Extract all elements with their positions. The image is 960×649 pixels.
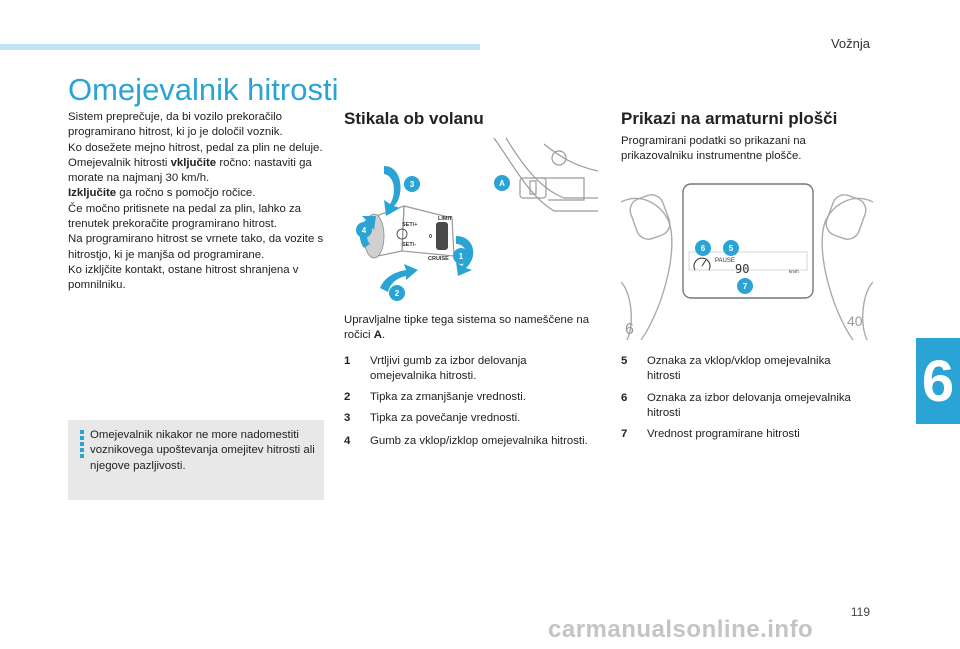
intro-p4: Izključite ga ročno s pomočjo ročice. (68, 187, 256, 200)
note-box (68, 420, 324, 500)
intro-p5: Če močno pritisnete na pedal za plin, lahko za trenutek prekoračite programirano hitrost. (68, 202, 302, 231)
svg-text:40: 40 (847, 313, 863, 329)
svg-text:CRUISE: CRUISE (428, 256, 449, 262)
svg-text:90: 90 (735, 262, 750, 276)
svg-text:SET/-: SET/- (402, 242, 417, 248)
dashboard-illustration (621, 182, 873, 340)
steering-caption: Upravljalne tipke tega sistema so nameščene na ročici A. (344, 314, 590, 342)
svg-text:2: 2 (394, 289, 400, 298)
svg-text:SET/+: SET/+ (402, 222, 418, 228)
legend-item: 3 Tipka za povečanje vrednosti. (344, 412, 521, 424)
svg-text:PAUSE: PAUSE (715, 258, 735, 264)
steering-lever-illustration (344, 136, 598, 306)
legend-item: 5 Oznaka za vklop/vklop omejevalnika hitrosti (621, 355, 831, 383)
chapter-tab: 6 (916, 338, 960, 424)
page-number: 119 (850, 605, 870, 619)
svg-text:5: 5 (728, 244, 734, 253)
legend-item: 2 Tipka za zmanjšanje vrednosti. (344, 391, 526, 403)
intro-p2: Ko dosežete mejno hitrost, pedal za plin ne deluje. (68, 141, 323, 154)
legend-item: 1 Vrtljivi gumb za izbor delovanja omejevalnika hitrosti. (344, 355, 527, 383)
svg-text:7: 7 (742, 282, 748, 291)
watermark: carmanualsonline.info (548, 616, 814, 643)
dashboard-legend (621, 354, 873, 454)
section-label: Vožnja (830, 36, 870, 51)
intro-p6: Na programirano hitrost se vrnete tako, da vozite s hitrostjo, ki je manjša od programirane. (68, 233, 324, 261)
top-accent-bar (0, 44, 480, 50)
intro-p7: Ko izkljčite kontakt, ostane hitrost shranjena v pomnilniku. (68, 263, 299, 292)
svg-text:km/h: km/h (789, 269, 799, 274)
info-icon (80, 430, 84, 460)
svg-text:LIMIT: LIMIT (438, 216, 453, 222)
svg-text:1: 1 (458, 252, 464, 261)
legend-item: 4 Gumb za vklop/izklop omejevalnika hitrosti. (344, 435, 588, 447)
svg-text:3: 3 (409, 180, 415, 189)
page-title: Omejevalnik hitrosti (68, 72, 339, 107)
intro-p1: Sistem preprečuje, da bi vozilo prekoračilo programirano hitrost, ki jo je določil voznik. (68, 111, 283, 139)
note-text: Omejevalnik nikakor ne more nadomestiti voznikovega upoštevanja omejitev hitrosti ali njegove pazljivosti. (90, 429, 315, 472)
legend-item: 7 Vrednost programirane hitrosti (621, 428, 800, 440)
svg-text:4: 4 (361, 226, 367, 235)
legend-item: 6 Oznaka za izbor delovanja omejevalnika hitrosti (621, 392, 851, 420)
steering-legend (344, 354, 598, 474)
intro-text (68, 110, 326, 294)
dashboard-intro: Programirani podatki so prikazani na prikazovalniku instrumentne plošče. (621, 135, 806, 163)
arrow-3-icon (384, 166, 401, 216)
dashboard-title: Prikazi na armaturni plošči (621, 109, 838, 128)
svg-text:6: 6 (700, 244, 706, 253)
intro-p3: Omejevalnik hitrosti vključite ročno: nastaviti ga morate na najmanj 30 km/h. (68, 156, 312, 185)
svg-text:0: 0 (429, 234, 433, 240)
svg-text:A: A (499, 179, 505, 188)
svg-text:6: 6 (625, 321, 634, 338)
steering-controls-title: Stikala ob volanu (344, 109, 484, 128)
